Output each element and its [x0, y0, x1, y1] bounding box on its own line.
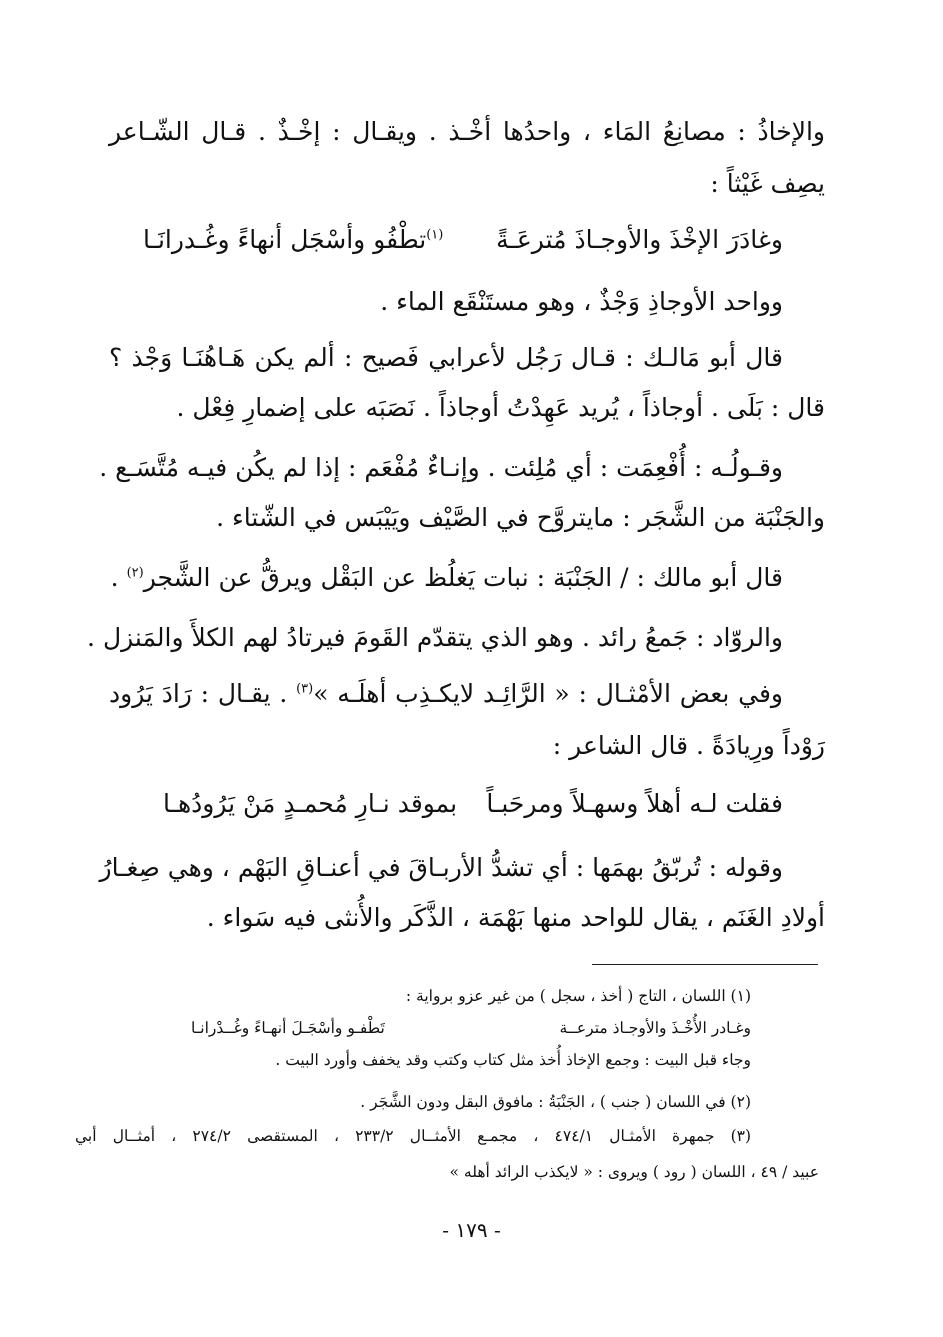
footnote-separator	[592, 964, 818, 965]
body-line: والروّاد : جَمعُ رائد . وهو الذي يتقدّم القَومَ فيرتادُ لهم الكلأَ والمَنزل .	[87, 623, 783, 652]
verse-hemistich-second: $^{(١)}$تطْفُو وأسْجَل أنهاءً وغُـدرانَـا	[143, 225, 444, 254]
footnote-marker: (٢)	[126, 565, 144, 581]
footnote-marker: (٣)	[296, 681, 314, 697]
body-line: وقوله : تُربّقُ بهمَها : أي تشدُّ الأربـاقَ في أعنـاقِ البَهْم ، وهي صِغـارُ	[99, 853, 783, 882]
body-line: والإخاذُ : مصانِعُ المَاء ، واحدُها أخْـذ . ويقـال : إخْـذٌ . قـال الشّـاعر	[109, 117, 825, 146]
verse-hemistich-first: وغـادر الأُخْـذَ والأوجـاذ مترعــة	[559, 1019, 751, 1037]
body-line: يصِف غَيْثاً :	[710, 169, 825, 198]
body-line: وقـولُـه : أُفْعِمَت : أي مُلِئت . وإنـاءٌ مُفْعَم : إذا لم يكُن فيـه مُتَّسَـع .	[99, 453, 783, 482]
page-number: - ١٧٩ -	[442, 1218, 501, 1242]
body-line: قال أبو مالك : / الجَنْبَة : نبات يَغلُظ عن البَقْل ويرقُّ عن الشَّجر$^{(٢)}$ .	[110, 563, 783, 592]
verse-hemistich-second: بموقد نـارِ مُحمـدٍ مَنْ يَرُودُهـا	[163, 789, 458, 818]
body-line: رَوْداً ورِيادَةً . قال الشاعر :	[552, 731, 825, 760]
body-line: والجَنْبَة من الشَّجَر : مايتروَّح في الصَّيْف ويَيْبَس في الشّتاء .	[216, 503, 825, 532]
footnote-line: (٣) جمهرة الأمثـال ٤٧٤/١ ، مجمـع الأمثــال ٢٣٣/٢ ، المستقصى ٢٧٤/٢ ، أمثــال أبي	[75, 1127, 752, 1145]
footnote-marker: (١)	[426, 227, 444, 243]
body-line: وواحد الأوجاذِ وَجْذٌ ، وهو مستَنْقَع الماء .	[380, 287, 783, 316]
footnote-line: (١) اللسان ، التاج ( أخذ ، سجل ) من غير عزو برواية :	[405, 987, 751, 1005]
verse-hemistich-second: تَطْفـو وأسْجَـلَ أنهـاءً وغُــدْرانـا	[191, 1019, 385, 1037]
verse-hemistich-first: فقلت لـه أهلاً وسهـلاً ومرحَبـاً	[486, 789, 783, 818]
footnote-line: عبيد / ٤٩ ، اللسان ( رود ) ويروى : « لايكذب الرائد أهله »	[449, 1163, 819, 1181]
footnote-line: (٢) في اللسان ( جنب ) ، الجَنْبَةُ : مافوق البقل ودون الشَّجَر .	[360, 1093, 751, 1111]
footnote-line: وجاء قبل البيت : وجمع الإخاذ أُخذ مثل كتاب وكتب وقد يخفف وأورد البيت .	[275, 1051, 751, 1069]
body-line: وفي بعض الأمْثـال : « الرَّائِـد لايكـذِب أهلَـه »$^{(٣)}$ . يقـال : رَادَ يَرُود	[109, 679, 783, 708]
body-line: أولادِ الغَنَم ، يقال للواحد منها بَهْمَة ، الذَّكَر والأُنثى فيه سَواء .	[206, 903, 825, 932]
verse-hemistich-first: وغادَرَ الإخْذَ والأوجـاذَ مُترعَـةً	[496, 225, 783, 254]
body-line: قال : بَلَى . أوجاذاً ، يُريد عَهِدْتُ أوجاذاً . نَصَبَه على إضمارِ فِعْل .	[176, 393, 825, 422]
body-line: قال أبو مَالـك : قـال رَجُل لأعرابي فَصيح : ألم يكن هَـاهُنَـا وَجْذ ؟	[109, 343, 783, 372]
